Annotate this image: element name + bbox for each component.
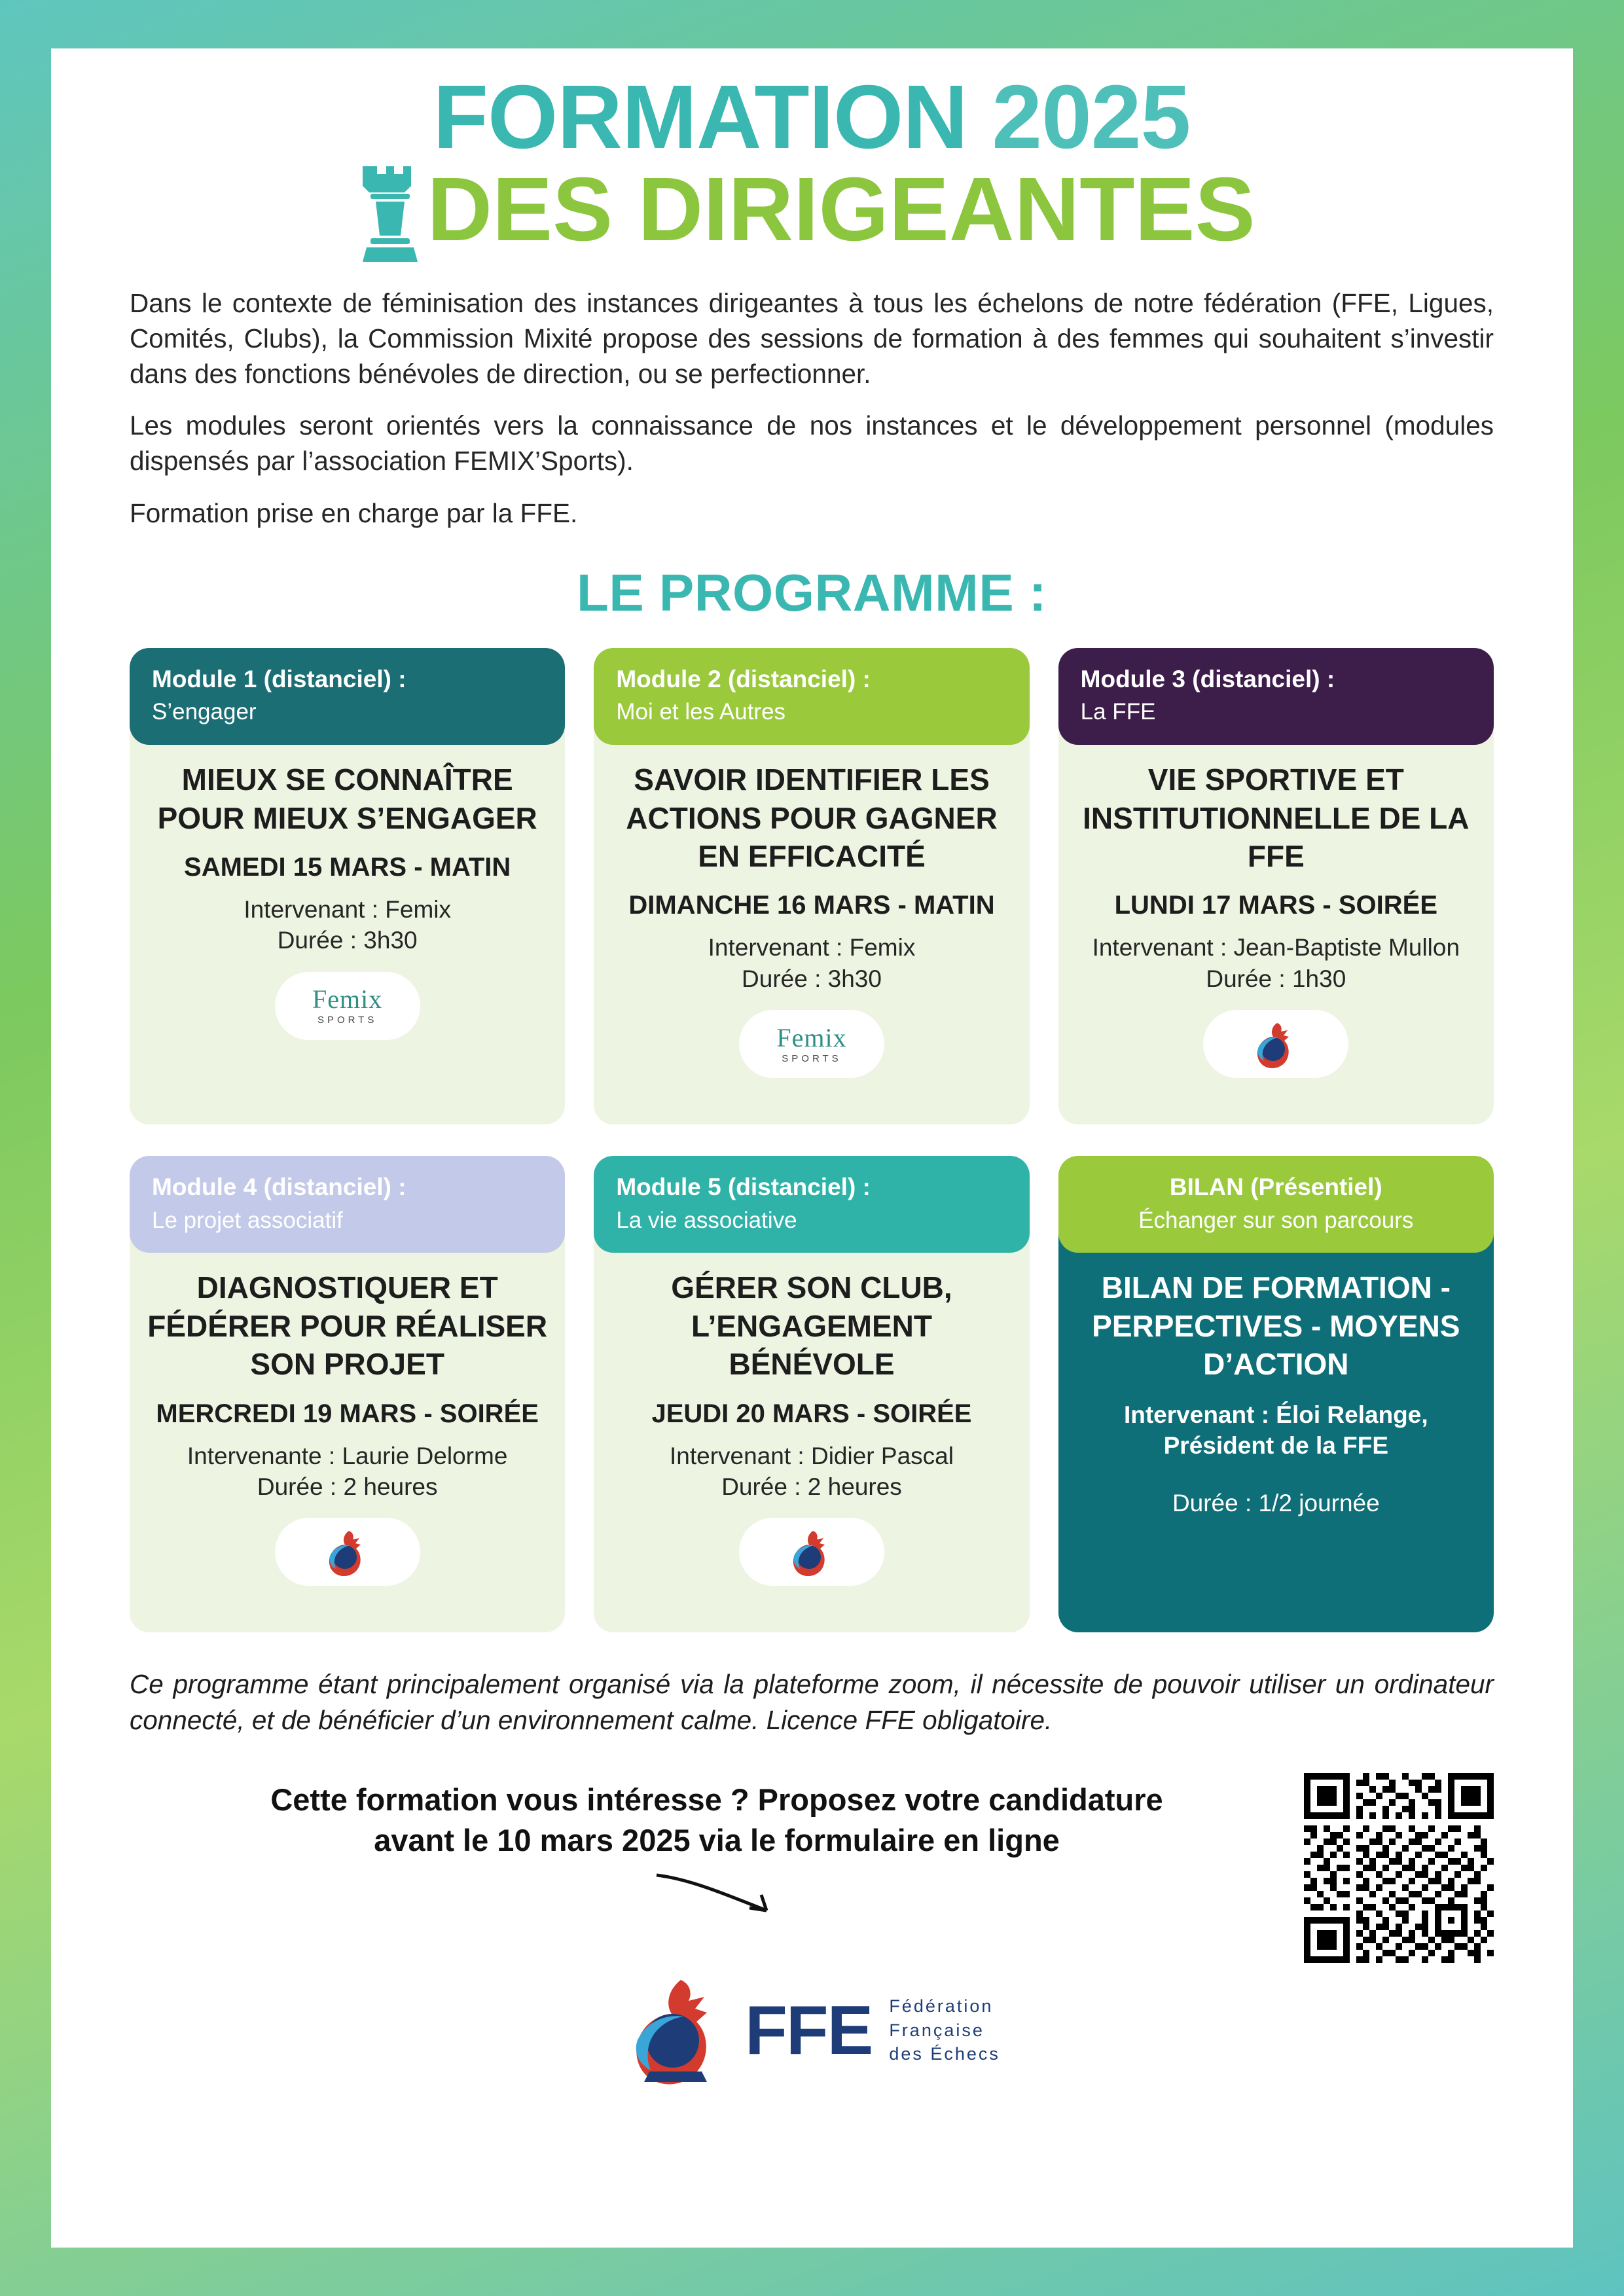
module-card-3-speaker: Intervenant : Jean-Baptiste Mullon (1092, 934, 1460, 961)
module-card-3-date: LUNDI 17 MARS - SOIRÉE (1114, 891, 1438, 920)
module-card-bilan-title: BILAN DE FORMATION - PERPECTIVES - MOYENS D’ACTION (1092, 1270, 1460, 1382)
ffe-wordmark: FFE (745, 1991, 873, 2069)
module-card-4-body (130, 1233, 565, 1632)
ffe-subtitle (889, 1994, 1000, 2066)
module-card-3-duration: Durée : 1h30 (1206, 965, 1346, 992)
module-card-1-duration: Durée : 3h30 (277, 927, 418, 954)
ffe-logo-row (92, 1975, 1532, 2086)
module-card-5-speaker: Intervenant : Didier Pascal (670, 1442, 954, 1469)
module-card-bilan-duration: Durée : 1/2 journée (1172, 1490, 1380, 1517)
ffe-logo (1203, 1010, 1348, 1078)
module-card-4-subtitle: Le projet associatif (152, 1207, 343, 1233)
module-card-4-duration: Durée : 2 heures (257, 1473, 438, 1500)
module-card-3-header (1058, 648, 1494, 745)
intro-text (92, 286, 1532, 531)
poster-title (92, 67, 1532, 260)
ffe-rooster-icon (1250, 1018, 1302, 1070)
module-card-2-logo-wrap (611, 1010, 1012, 1078)
femix-logo-sub: SPORTS (317, 1014, 378, 1026)
module-card-3-title: VIE SPORTIVE ET INSTITUTIONNELLE DE LA FFE (1083, 762, 1470, 873)
femix-logo-text: Femix (776, 1022, 847, 1052)
module-card-bilan-speaker: Intervenant : Éloi Relange, Président de la FFE (1123, 1401, 1428, 1459)
module-card-2 (594, 648, 1029, 1124)
curved-arrow-icon (651, 1867, 782, 1926)
ffe-subtitle-line-3: des Échecs (889, 2044, 1000, 2064)
module-card-3-logo-wrap (1075, 1010, 1477, 1078)
module-card-2-label: Module 2 (distanciel) : (616, 666, 871, 693)
module-card-2-title: SAVOIR IDENTIFIER LES ACTIONS POUR GAGNER EN EFFICACITÉ (626, 762, 998, 873)
module-card-bilan-header (1058, 1156, 1494, 1253)
intro-paragraph-3: Formation prise en charge par la FFE. (130, 498, 578, 529)
cta-line-1: Cette formation vous intéresse ? Proposez votre candidature (270, 1782, 1163, 1817)
title-year: 2025 (992, 67, 1191, 168)
module-card-2-speaker: Intervenant : Femix (708, 934, 916, 961)
module-card-bilan-label: BILAN (Présentiel) (1169, 1174, 1382, 1201)
module-card-5-title: GÉRER SON CLUB, L’ENGAGEMENT BÉNÉVOLE (671, 1270, 952, 1382)
module-card-1-title: MIEUX SE CONNAÎTRE POUR MIEUX S’ENGAGER (157, 762, 537, 835)
module-card-bilan (1058, 1156, 1494, 1632)
module-card-4 (130, 1156, 565, 1632)
module-card-5-body (594, 1233, 1029, 1632)
module-card-2-duration: Durée : 3h30 (742, 965, 882, 992)
title-line-1 (92, 67, 1532, 168)
module-card-4-label: Module 4 (distanciel) : (152, 1174, 406, 1201)
module-card-5-duration: Durée : 2 heures (721, 1473, 902, 1500)
module-card-3-label: Module 3 (distanciel) : (1080, 666, 1335, 693)
module-card-3 (1058, 648, 1494, 1124)
cta-row (92, 1773, 1532, 1963)
module-card-5-label: Module 5 (distanciel) : (616, 1174, 871, 1201)
module-card-2-subtitle: Moi et les Autres (616, 699, 786, 725)
module-card-3-body (1058, 725, 1494, 1124)
module-card-5-date: JEUDI 20 MARS - SOIRÉE (651, 1399, 972, 1428)
footer-note: Ce programme étant principalement organisé via la plateforme zoom, il nécessite de pouvoir utiliser un ordinateur connecté, et de bénéficier d’un environnement calme. Licence FFE obligatoire. (130, 1669, 1494, 1735)
module-card-2-body (594, 725, 1029, 1124)
ffe-rooster-icon (321, 1526, 374, 1578)
ffe-rooster-icon (785, 1526, 838, 1578)
module-card-1-body (130, 725, 565, 1124)
poster-content (92, 59, 1532, 2086)
femix-logo-sub: SPORTS (782, 1052, 842, 1064)
qr-code[interactable] (1304, 1773, 1494, 1963)
intro-paragraph-1: Dans le contexte de féminisation des instances dirigeantes à tous les échelons de notre fédération (FFE, Ligues, Comités, Clubs), la Commission Mixité propose des sessions de formation à des femmes qui souhaitent s’investir dans des fonctions bénévoles de direction, ou se perfectionner. (130, 287, 1494, 389)
module-card-1-header (130, 648, 565, 745)
title-word-formation: FORMATION (433, 67, 967, 168)
module-card-4-date: MERCREDI 19 MARS - SOIRÉE (156, 1399, 539, 1428)
cta-text (130, 1773, 1304, 1929)
module-card-1-logo-wrap (147, 972, 548, 1040)
cta-line-2: avant le 10 mars 2025 via le formulaire en ligne (374, 1822, 1060, 1857)
ffe-logo (275, 1518, 420, 1586)
module-card-5-logo-wrap (611, 1518, 1012, 1586)
chess-rook-icon (351, 156, 429, 267)
femix-logo-text: Femix (312, 984, 383, 1014)
ffe-subtitle-line-1: Fédération (889, 1996, 994, 2017)
module-card-5-subtitle: La vie associative (616, 1207, 797, 1233)
programme-heading: LE PROGRAMME : (576, 564, 1047, 622)
module-card-5-header (594, 1156, 1029, 1253)
module-card-1-speaker: Intervenant : Femix (244, 896, 451, 923)
module-card-4-title: DIAGNOSTIQUER ET FÉDÉRER POUR RÉALISER SON PROJET (147, 1270, 548, 1382)
ffe-subtitle-line-2: Française (889, 2020, 984, 2040)
module-card-1 (130, 648, 565, 1124)
module-card-1-subtitle: S’engager (152, 699, 257, 725)
module-card-bilan-subtitle: Échanger sur son parcours (1138, 1207, 1414, 1233)
module-card-2-date: DIMANCHE 16 MARS - MATIN (628, 891, 995, 920)
module-card-1-label: Module 1 (distanciel) : (152, 666, 406, 693)
ffe-logo (739, 1518, 884, 1586)
ffe-rooster-icon (623, 1975, 728, 2086)
module-card-2-header (594, 648, 1029, 745)
title-line-2: DES DIRIGEANTES (427, 159, 1255, 260)
module-card-4-header (130, 1156, 565, 1253)
module-card-5 (594, 1156, 1029, 1632)
modules-grid (92, 648, 1532, 1632)
intro-paragraph-2: Les modules seront orientés vers la connaissance de nos instances et le développement personnel (modules dispensés par l’association FEMIX’Sports). (130, 410, 1494, 476)
femix-logo (739, 1010, 884, 1078)
module-card-3-subtitle: La FFE (1080, 699, 1156, 725)
module-card-1-date: SAMEDI 15 MARS - MATIN (184, 853, 511, 882)
module-card-bilan-body (1058, 1233, 1494, 1632)
module-card-4-speaker: Intervenante : Laurie Delorme (187, 1442, 508, 1469)
femix-logo (275, 972, 420, 1040)
module-card-4-logo-wrap (147, 1518, 548, 1586)
